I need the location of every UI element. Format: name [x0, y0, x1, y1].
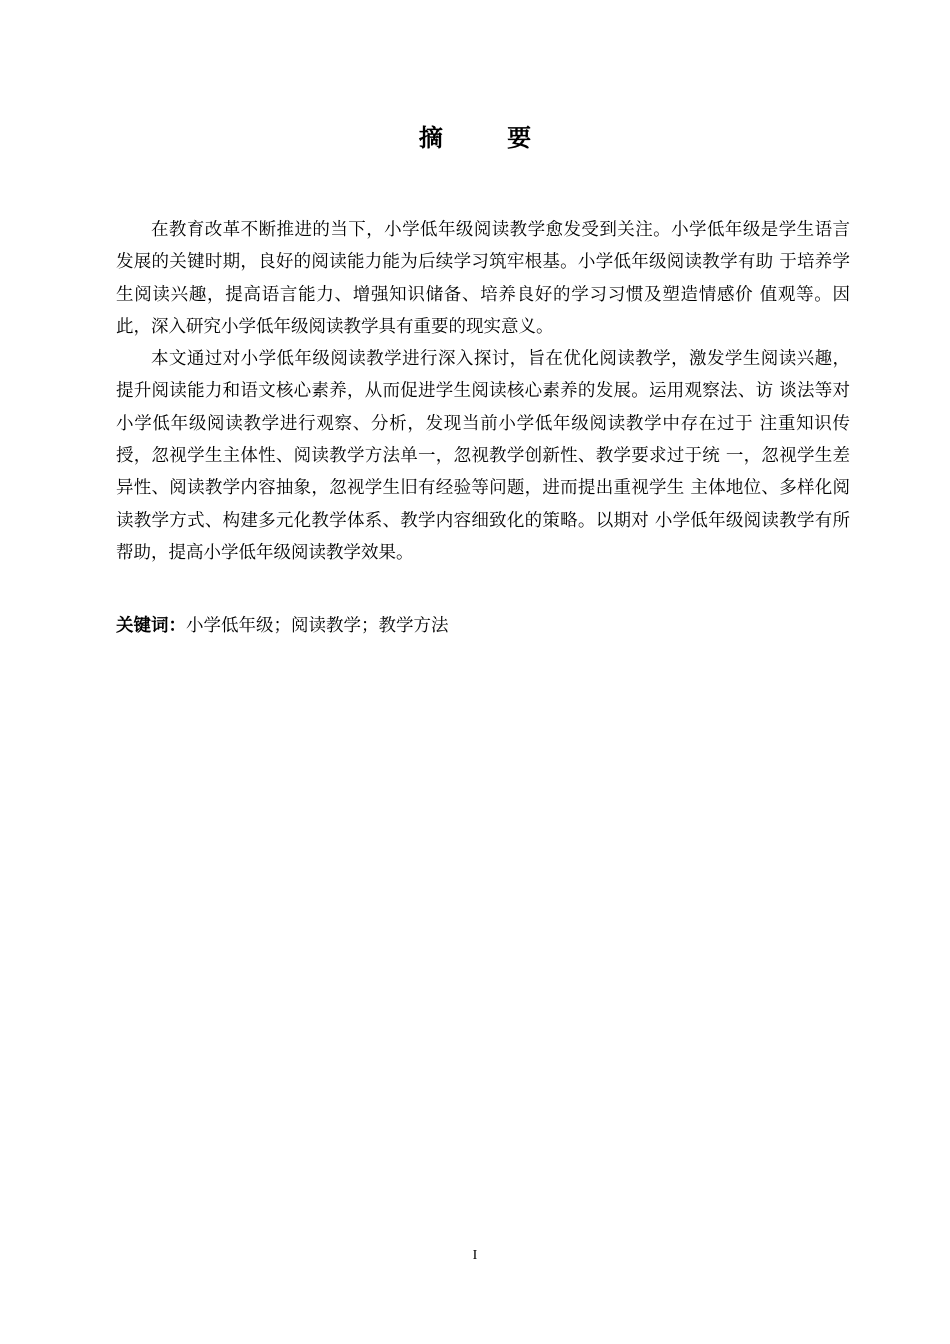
keywords-line	[116, 610, 850, 642]
page-number: I	[472, 1248, 478, 1263]
abstract-paragraph-2: 本文通过对小学低年级阅读教学进行深入探讨，旨在优化阅读教学，激发学生阅读兴趣，提升阅读能力和语文核心素养，从而促进学生阅读核心素养的发展。运用观察法、访 谈法等对小学低年级阅读教学进行观察、分析，发现当前小学低年级阅读教学中存在过于 注重知识传授，忽视学生主体性、阅读教学方法单一，忽视教学创新性、教学要求过于统 一，忽视学生差异性、阅读教学内容抽象，忽视学生旧有经验等问题，进而提出重视学生 主体地位、多样化阅读教学方式、构建多元化教学体系、教学内容细致化的策略。以期对 小学低年级阅读教学有所帮助，提高小学低年级阅读教学效果。	[116, 349, 850, 563]
abstract-paragraph-1: 在教育改革不断推进的当下，小学低年级阅读教学愈发受到关注。小学低年级是学生语言发展的关键时期，良好的阅读能力能为后续学习筑牢根基。小学低年级阅读教学有助 于培养学生阅读兴趣，提高语言能力、增强知识储备、培养良好的学习习惯及塑造情感价 值观等。因此，深入研究小学低年级阅读教学具有重要的现实意义。	[116, 220, 850, 337]
abstract-body	[116, 214, 850, 569]
abstract-title: 摘 要	[418, 124, 560, 152]
keywords-label: 关键词：	[116, 616, 186, 636]
keywords-value: 小学低年级；阅读教学；教学方法	[186, 616, 449, 636]
